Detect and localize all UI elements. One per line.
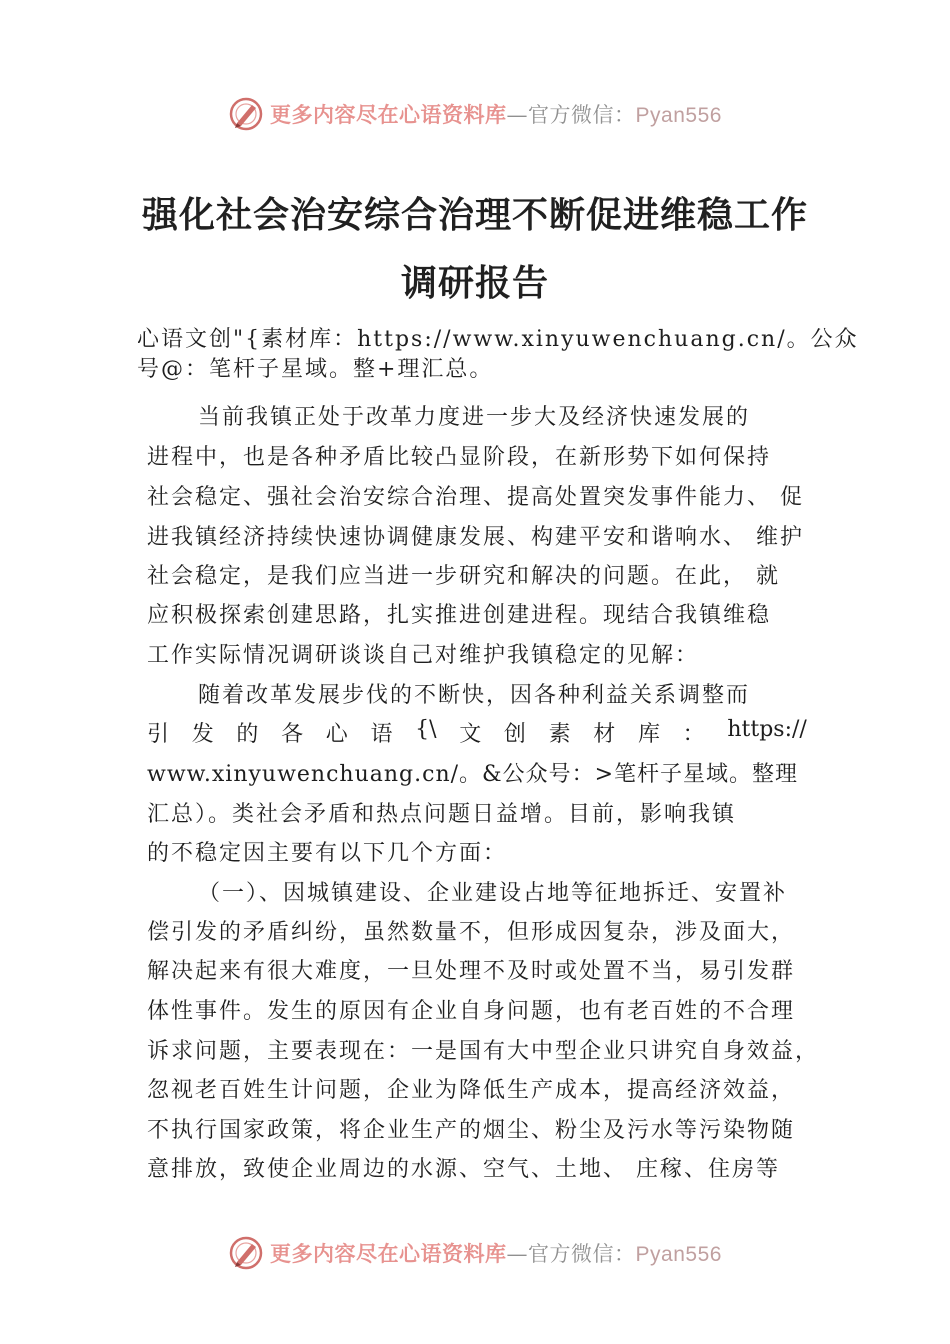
document-title-line-1: 强化社会治安综合治理不断促进维稳工作: [141, 194, 808, 236]
spread-glyph: 材: [593, 722, 616, 747]
spread-glyph: 文: [459, 722, 482, 747]
document-title-line-2: 调研报告: [400, 262, 549, 304]
body-line: 忽视老百姓生计问题，企业为降低生产成本，提高经济效益，: [147, 1078, 796, 1103]
spread-glyph: 的: [236, 722, 259, 747]
spread-glyph: 素: [548, 722, 571, 747]
body-line: 社会稳定、强社会治安综合治理、提高处置突发事件能力、 促: [147, 485, 804, 510]
body-line: 工作实际情况调研谈谈自己对维护我镇稳定的见解：: [147, 643, 700, 668]
watermark-wechat-id: Pyan556: [635, 1243, 722, 1266]
body-line: 进我镇经济持续快速协调健康发展、构建平安和谐响水、 维护: [147, 525, 804, 550]
body-line: 偿引发的矛盾纠纷，虽然数量不，但形成因复杂，涉及面大，: [147, 920, 796, 945]
body-line: 意排放，致使企业周边的水源、空气、土地、 庄稼、住房等: [147, 1157, 780, 1182]
body-line: 汇总）。类社会矛盾和热点问题日益增。目前，影响我镇: [147, 802, 737, 827]
watermark-wechat-label: 官方微信：: [528, 103, 636, 127]
spread-glyph: https://: [727, 717, 807, 742]
watermark-separator: —: [506, 1242, 529, 1266]
body-line: 的不稳定因主要有以下几个方面：: [147, 841, 508, 866]
watermark-text: [270, 99, 722, 129]
body-line: 心语文创"{素材库：https://www.xinyuwenchuang.cn/。公众: [137, 327, 859, 352]
watermark-main: 更多内容尽在心语资料库: [270, 102, 507, 127]
pen-logo-icon: [228, 1235, 264, 1271]
spread-glyph: 创: [503, 722, 526, 747]
body-line: 社会稳定，是我们应当进一步研究和解决的问题。在此， 就: [147, 564, 780, 589]
body-line: 应积极探索创建思路，扎实推进创建进程。现结合我镇维稳: [147, 603, 772, 628]
body-line: 当前我镇正处于改革力度进一步大及经济快速发展的: [198, 405, 751, 430]
body-line: 随着改革发展步伐的不断快，因各种利益关系调整而: [198, 683, 751, 708]
watermark-wechat-id: Pyan556: [635, 104, 722, 127]
spread-glyph: ：: [682, 722, 705, 747]
body-line: 解决起来有很大难度，一旦处理不及时或处置不当，易引发群: [147, 959, 796, 984]
body-line: www.xinyuwenchuang.cn/。&公众号：>笔杆子星域。整理: [147, 762, 799, 787]
body-line: 诉求问题，主要表现在：一是国有大中型企业只讲究自身效益，: [147, 1039, 820, 1064]
body-line: （一）、因城镇建设、企业建设占地等征地拆迁、安置补: [198, 881, 788, 906]
body-line: 不执行国家政策，将企业生产的烟尘、粉尘及污水等污染物随: [147, 1118, 796, 1143]
body-line-spread: [147, 717, 807, 748]
spread-glyph: 各: [281, 722, 304, 747]
watermark-separator: —: [506, 103, 529, 127]
watermark-main: 更多内容尽在心语资料库: [270, 1241, 507, 1266]
spread-glyph: 语: [370, 722, 393, 747]
pen-logo-icon: [228, 96, 264, 132]
spread-glyph: 库: [637, 722, 660, 747]
spread-glyph: {\: [415, 717, 437, 742]
watermark-banner-bottom: [0, 1233, 950, 1273]
watermark-banner-top: [0, 94, 950, 134]
watermark-wechat-label: 官方微信：: [528, 1242, 636, 1266]
body-line: 号@：笔杆子星域。整+理汇总。: [137, 357, 494, 382]
body-line: 进程中，也是各种矛盾比较凸显阶段，在新形势下如何保持: [147, 445, 772, 470]
body-line: 体性事件。发生的原因有企业自身问题，也有老百姓的不合理: [147, 999, 796, 1024]
spread-glyph: 引: [147, 722, 170, 747]
watermark-text: [270, 1238, 722, 1268]
spread-glyph: 发: [191, 722, 214, 747]
spread-glyph: 心: [325, 722, 348, 747]
